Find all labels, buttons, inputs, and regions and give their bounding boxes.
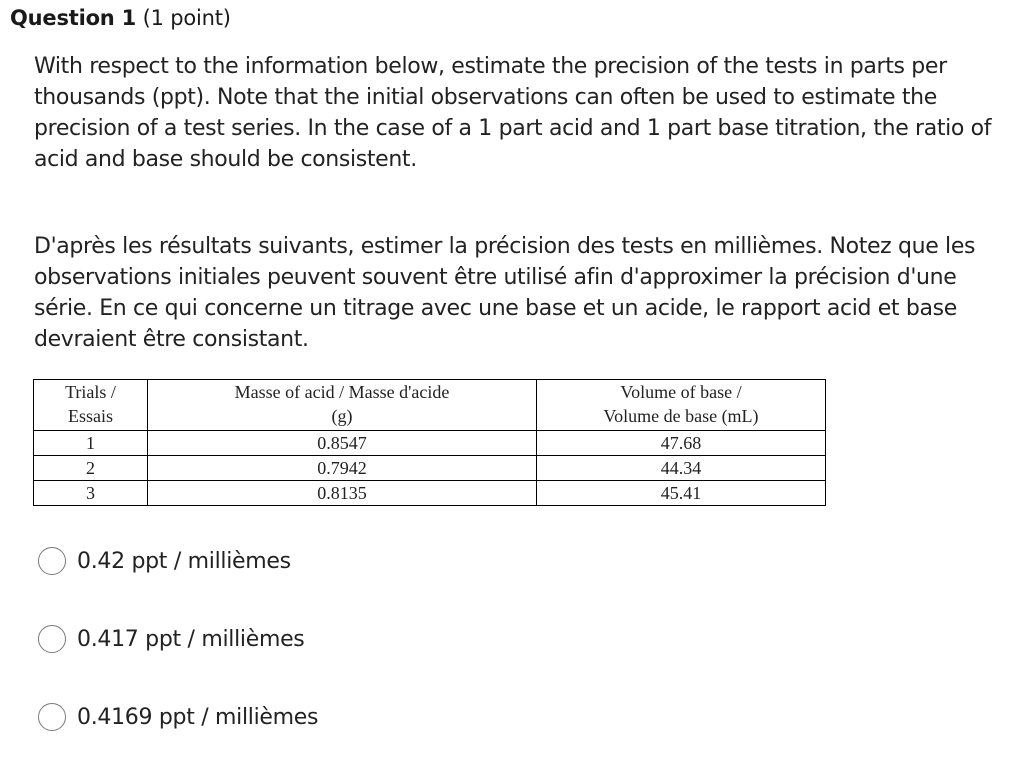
prompt-english: With respect to the information below, estimate the precision of the tests in parts per thousands (ppt). Note that the initial observations can often be used to estimate the precision of a test series. In the case of a 1 part acid and 1 part base titration, the ratio of acid and base should be consistent. [34,54,992,172]
header-volume [537,380,826,431]
titration-data-table [33,379,826,506]
cell-volume: 45.41 [537,481,826,506]
header-line: Essais [68,406,113,426]
option-label[interactable]: 0.42 ppt / millièmes [77,548,291,574]
question-points: (1 point) [142,6,231,30]
answer-option-3[interactable] [38,703,318,731]
header-line: (g) [331,406,353,426]
cell-volume: 47.68 [537,431,826,456]
answer-option-1[interactable] [38,547,291,575]
question-header [10,4,231,32]
cell-mass: 0.8135 [148,481,537,506]
option-label[interactable]: 0.4169 ppt / millièmes [77,704,319,730]
header-trials [34,380,148,431]
table-row [34,431,826,456]
question-title: Question 1 [10,6,137,30]
cell-trial: 2 [34,456,148,481]
header-line: Trials / [65,382,116,402]
table-row [34,481,826,506]
radio-button[interactable] [38,547,66,575]
header-line: Volume de base (mL) [603,406,759,426]
cell-mass: 0.8547 [148,431,537,456]
prompt-french: D'après les résultats suivants, estimer la précision des tests en millièmes. Notez que les observations initiales peuvent souvent être utilisé afin d'approximer la précision d'une série. En ce qui concerne un titrage avec une base et un acide, le rapport acid et base devraient être consistant. [34,234,976,352]
cell-volume: 44.34 [537,456,826,481]
option-label[interactable]: 0.417 ppt / millièmes [77,626,305,652]
header-line: Volume of base / [620,382,742,402]
cell-trial: 3 [34,481,148,506]
answer-option-2[interactable] [38,625,304,653]
cell-trial: 1 [34,431,148,456]
cell-mass: 0.7942 [148,456,537,481]
header-line: Masse of acid / Masse d'acide [234,382,450,402]
header-mass [148,380,537,431]
table-row [34,456,826,481]
radio-button[interactable] [38,625,66,653]
table-header-row [34,380,826,431]
radio-button[interactable] [38,703,66,731]
